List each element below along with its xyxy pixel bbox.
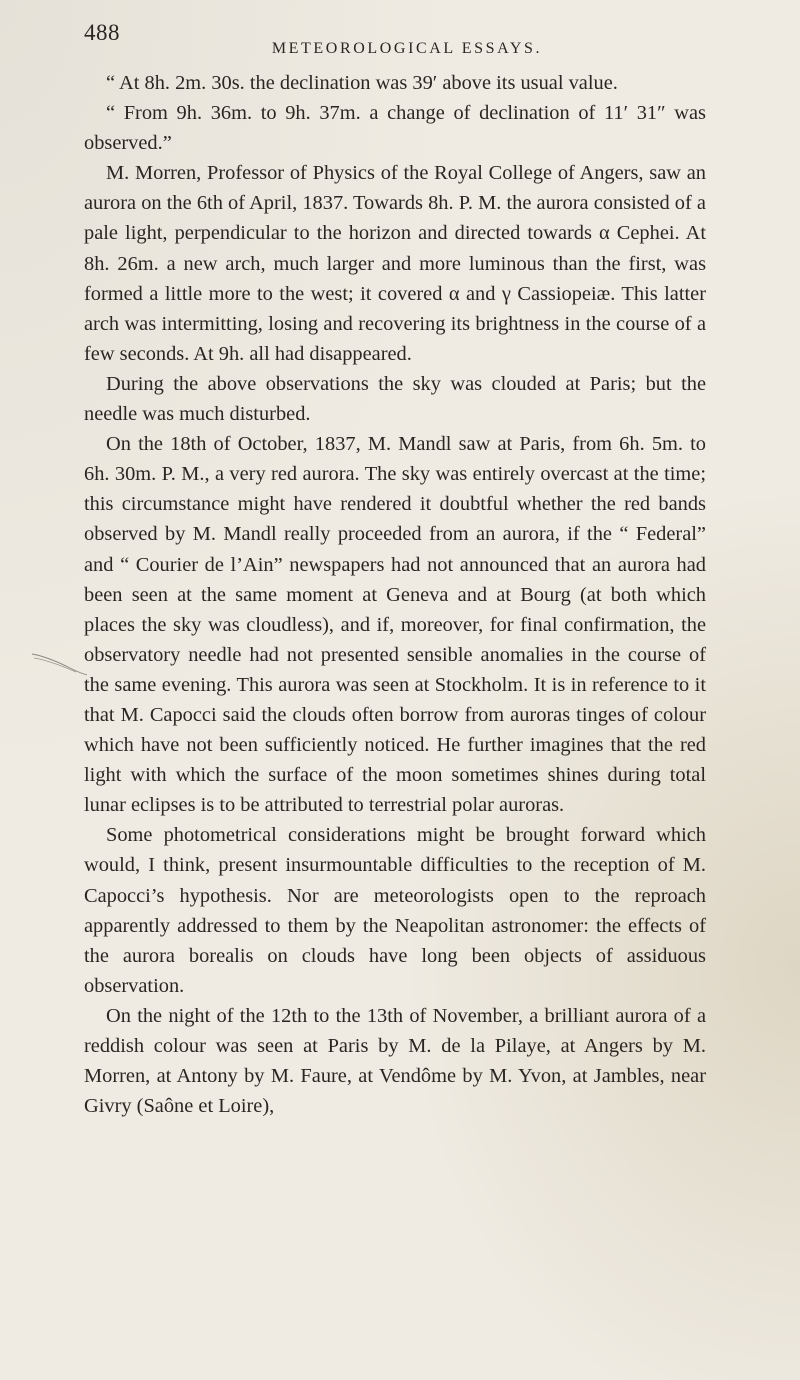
body-text — [84, 68, 706, 1121]
running-title: METEOROLOGICAL ESSAYS. — [271, 40, 543, 57]
page-header — [0, 16, 800, 56]
paragraph: “ At 8h. 2m. 30s. the declination was 39′ above its usual value. — [106, 72, 618, 94]
paragraph: Some photometrical considerations might be brought forward which would, I think, present insurmountable difficulties to the reception of M. Capocci’s hypothesis. Nor are meteorologists open to the reproach apparently addressed to them by the Neapolitan astronomer: the effects of the aurora borealis on clouds have long been objects of assiduous observation. — [84, 824, 706, 997]
paragraph: On the 18th of October, 1837, M. Mandl saw at Paris, from 6h. 5m. to 6h. 30m. P. M., a very red aurora. The sky was entirely overcast at the time; this circumstance might have rendered it doubtful whether the red bands observed by M. Mandl really proceeded from an aurora, if the “ Federal” and “ Courier de l’Ain” newspapers had not announced that an aurora had been seen at the same moment at Geneva and at Bourg (at both which places the sky was cloudless), and if, moreover, for final confirmation, the observatory needle had not presented sensible anomalies in the course of the same evening. This aurora was seen at Stockholm. It is in reference to it that M. Capocci said the clouds often borrow from auroras tinges of colour which have not been sufficiently noticed. He further imagines that the red light with which the surface of the moon sometimes shines during total lunar eclipses is to be attributed to terrestrial polar auroras. — [84, 433, 706, 817]
pencil-mark — [30, 648, 88, 676]
paragraph: During the above observations the sky was clouded at Paris; but the needle was much disturbed. — [84, 372, 706, 426]
page-number: 488 — [84, 20, 120, 45]
paragraph: M. Morren, Professor of Physics of the Royal College of Angers, saw an aurora on the 6th of April, 1837. Towards 8h. P. M. the aurora consisted of a pale light, perpendicular to the horizon and directed towards α Cephei. At 8h. 26m. a new arch, much larger and more luminous than the first, was formed a little more to the west; it covered α and γ Cassiopeiæ. This latter arch was intermitting, losing and recovering its brightness in the course of a few seconds. At 9h. all had disappeared. — [84, 162, 706, 365]
paragraph: On the night of the 12th to the 13th of November, a brilliant aurora of a reddish colour was seen at Paris by M. de la Pilaye, at Angers by M. Morren, at Antony by M. Faure, at Vendôme by M. Yvon, at Jambles, near Givry (Saône et Loire), — [84, 1004, 706, 1118]
paragraph: “ From 9h. 36m. to 9h. 37m. a change of declination of 11′ 31″ was observed.” — [84, 102, 706, 155]
